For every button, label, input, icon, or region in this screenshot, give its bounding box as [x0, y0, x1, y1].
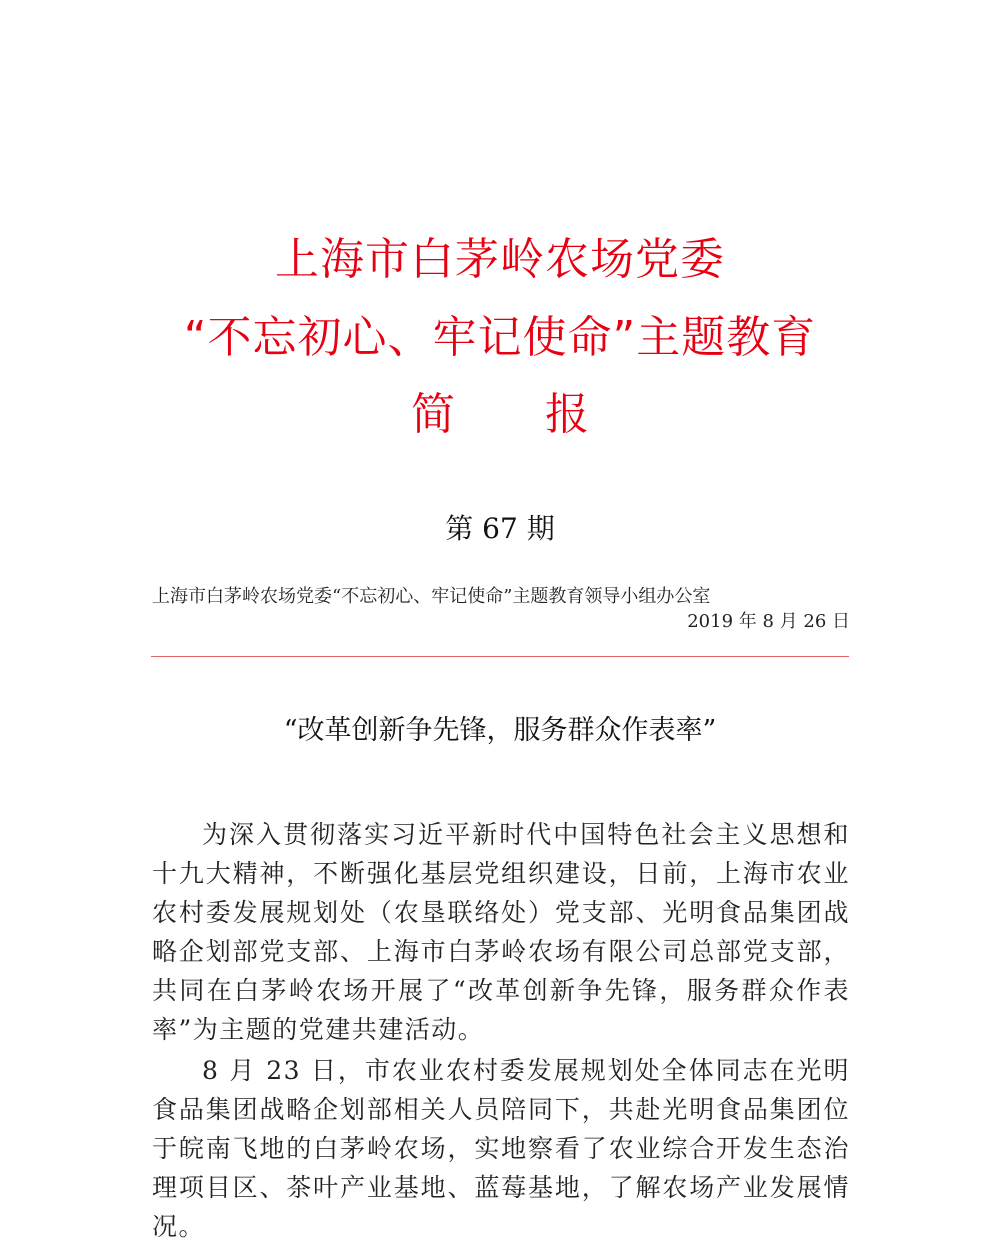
bulletin-title-line1: 上海市白茅岭农场党委 [275, 234, 725, 285]
article-title: “改革创新争先锋，服务群众作表率” [283, 715, 717, 746]
bulletin-title-line3: 简 报 [411, 389, 627, 440]
bulletin-title-line2: “不忘初心、牢记使命”主题教育 [183, 312, 817, 363]
issue-number: 第 67 期 [445, 512, 555, 545]
issue-date: 2019 年 8 月 26 日 [687, 611, 850, 632]
article-paragraph: 为深入贯彻落实习近平新时代中国特色社会主义思想和十九大精神，不断强化基层党组织建设，日前，上海市农业农村委发展规划处（农垦联络处）党支部、光明食品集团战略企划部党支部、上海市白茅岭农场有限公司总部党支部，共同在白茅岭农场开展了“改革创新争先锋，服务群众作表率”为主题的党建共建活动。 [152, 820, 850, 1044]
issuer-office: 上海市白茅岭农场党委“不忘初心、牢记使命”主题教育领导小组办公室 [152, 586, 711, 607]
article-body [152, 815, 850, 1246]
header-divider [151, 656, 849, 657]
article-paragraph: 8 月 23 日，市农业农村委发展规划处全体同志在光明食品集团战略企划部相关人员陪同下，共赴光明食品集团位于皖南飞地的白茅岭农场，实地察看了农业综合开发生态治理项目区、茶叶产业基地、蓝莓基地，了解农场产业发展情况。 [152, 1056, 850, 1241]
